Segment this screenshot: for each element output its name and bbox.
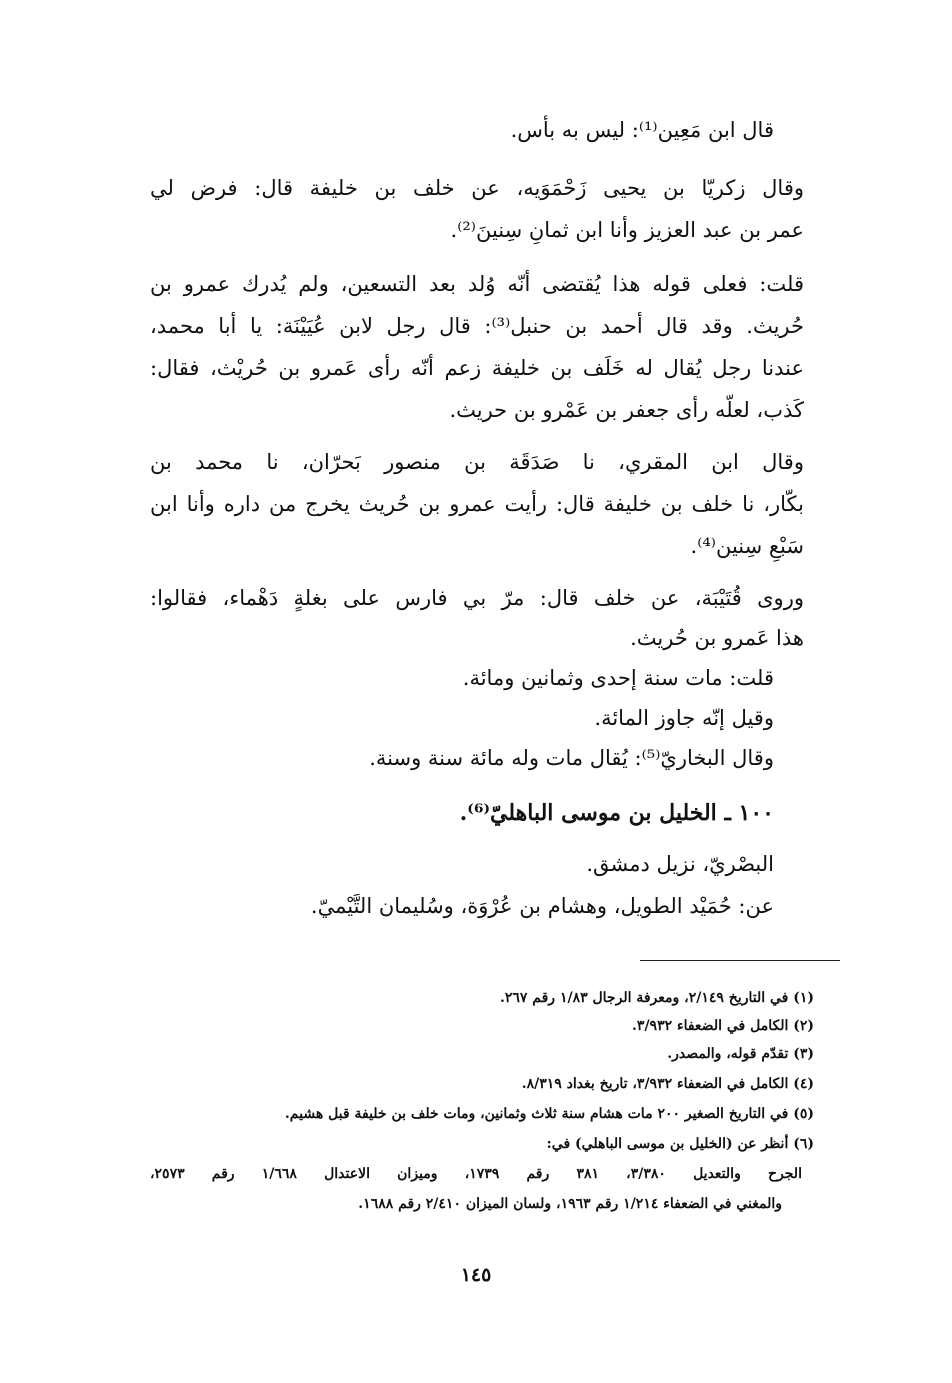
footnote-separator [640, 960, 840, 961]
footnote: (٦) أنظر عن (الخليل بن موسى الباهلي) في: [546, 1136, 814, 1152]
page-number: ١٤٥ [460, 1264, 492, 1286]
entry-heading: ١٠٠ ـ الخليل بن موسى الباهليّ⁽⁶⁾. [459, 800, 774, 826]
body-line: وقال زكريّا بن يحيى زَحْمَوَيه، عن خلف بن خليفة قال: فرض لي [150, 176, 804, 200]
footnote: والمغني في الضعفاء ١/٢١٤ رقم ١٩٦٣، ولسان الميزان ٢/٤١٠ رقم ١٦٨٨. [358, 1196, 782, 1212]
body-line: كَذب، لعلّه رأى جعفر بن عَمْرو بن حريث. [449, 398, 804, 422]
body-line: قال ابن مَعِين⁽¹⁾: ليس به بأس. [510, 118, 774, 142]
entry-line: عن: حُمَيْد الطويل، وهشام بن عُرْوَة، وسُليمان التَّيْميّ. [310, 894, 774, 918]
footnote: (٤) الكامل في الضعفاء ٣/٩٣٢، تاريخ بغداد ٨/٣١٩. [521, 1076, 814, 1092]
body-line: سَبْعِ سِنين⁽⁴⁾. [690, 534, 804, 558]
body-line: وقال البخاريّ⁽⁵⁾: يُقال مات وله مائة سنة وسنة. [369, 746, 774, 770]
body-line: هذا عَمرو بن حُريث. [630, 626, 804, 650]
body-line: وقيل إنّه جاوز المائة. [594, 706, 774, 730]
body-line: عمر بن عبد العزيز وأنا ابن ثمانِ سِنينَ⁽²⁾. [450, 218, 804, 242]
footnote: (١) في التاريخ ٢/١٤٩، ومعرفة الرجال ١/٨٣ رقم ٢٦٧. [499, 990, 814, 1006]
footnote: (٢) الكامل في الضعفاء ٣/٩٣٢. [632, 1018, 814, 1034]
footnote: (٥) في التاريخ الصغير ٢٠٠ مات هشام سنة ثلاث وثمانين، ومات خلف بن خليفة قبل هشيم. [284, 1106, 814, 1122]
body-line: حُريث. وقد قال أحمد بن حنبل⁽³⁾: قال رجل لابن عُيَيْنَة: يا أبا محمد، [150, 314, 804, 338]
body-line: وروى قُتَيْبَة، عن خلف قال: مرّ بي فارس على بغلةٍ دَهْماء، فقالوا: [150, 586, 804, 610]
body-line: قلت: مات سنة إحدى وثمانين ومائة. [462, 666, 774, 690]
entry-line: البصْريّ، نزيل دمشق. [586, 852, 774, 876]
footnote: (٣) تقدّم قوله، والمصدر. [667, 1046, 814, 1062]
footnote: الجرح والتعديل ٣/٣٨٠، ٣٨١ رقم ١٧٣٩، وميزان الاعتدال ١/٦٦٨ رقم ٢٥٧٣، [150, 1166, 802, 1182]
body-line: بكّار، نا خلف بن خليفة قال: رأيت عمرو بن حُريث يخرج من داره وأنا ابن [150, 492, 804, 516]
body-line: قلت: فعلى قوله هذا يُقتضى أنّه وُلد بعد التسعين، ولم يُدرك عمرو بن [150, 272, 804, 296]
body-line: عندنا رجل يُقال له خَلَف بن خليفة زعم أنّه رأى عَمرو بن حُريْث، فقال: [150, 356, 804, 380]
body-line: وقال ابن المقري، نا صَدَقَة بن منصور بَحرّان، نا محمد بن [150, 450, 804, 474]
